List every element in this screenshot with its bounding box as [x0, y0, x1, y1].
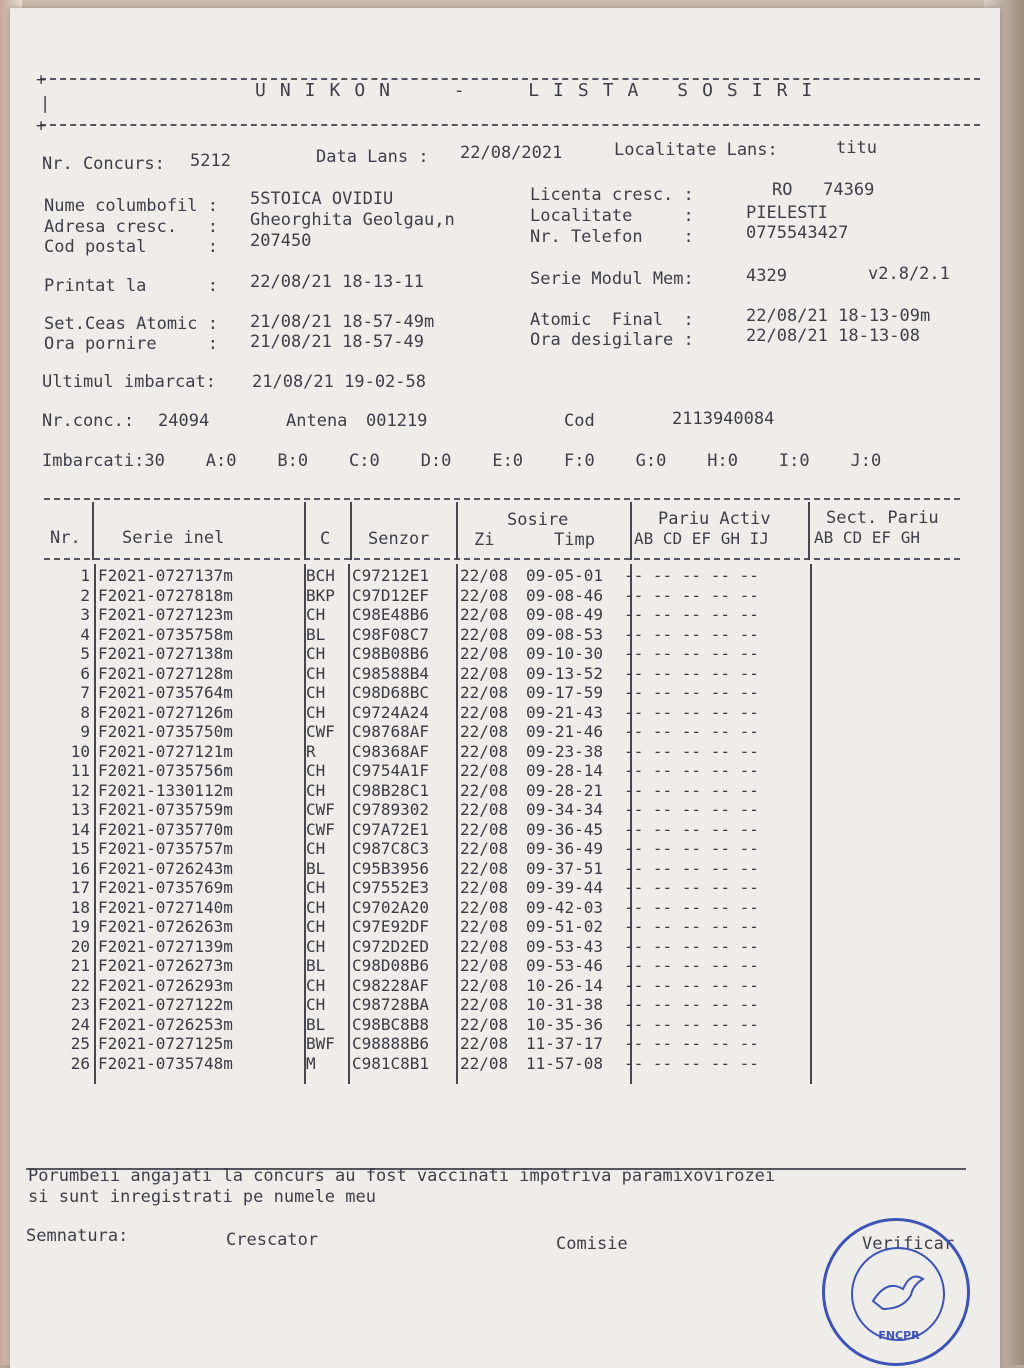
dove-icon [853, 1249, 939, 1335]
row-ring-id: F2021-0727122m [98, 995, 233, 1014]
row-nr: 6 [80, 663, 90, 683]
row-time: 09-08-49 [526, 605, 604, 624]
row-day: 22/08 [460, 858, 509, 878]
row-time: 09-05-01 [526, 566, 604, 585]
cod-postal-label: Cod postal : [44, 237, 218, 257]
col-header-pariu-activ: Pariu Activ [658, 509, 771, 529]
row-day: 22/08 [460, 800, 509, 819]
row-color: BL [306, 858, 326, 878]
table-row [46, 566, 798, 586]
printed-sheet [10, 8, 1000, 1368]
row-color: CH [306, 936, 326, 956]
table-row [46, 625, 798, 645]
row-sensor: C97E92DF [352, 917, 430, 936]
table-row [46, 644, 798, 664]
table-row [46, 976, 798, 996]
declaration-line-1: Porumbeii angajati la concurs au fost vaccinati impotriva paramixovirozei [28, 1166, 776, 1186]
row-bet: -- -- -- -- -- [624, 722, 759, 741]
row-sensor: C98B08B6 [352, 644, 430, 663]
row-day: 22/08 [460, 761, 509, 780]
row-time: 10-31-38 [526, 995, 604, 1014]
row-time: 09-28-21 [526, 780, 604, 800]
row-color: CH [306, 663, 326, 683]
row-sensor: C97D12EF [352, 585, 430, 605]
row-sensor: C98728BA [352, 995, 430, 1014]
row-bet: -- -- -- -- -- [624, 956, 759, 975]
row-nr: 3 [80, 605, 90, 624]
row-day: 22/08 [460, 1014, 509, 1034]
printat-value: 22/08/21 18-13-11 [250, 272, 424, 292]
table-row [46, 820, 798, 840]
adresa-label: Adresa cresc. : [44, 217, 218, 237]
ora-desigilare-value: 22/08/21 18-13-08 [746, 326, 920, 346]
comisie-label: Comisie [556, 1234, 628, 1254]
cod-label: Cod [564, 411, 595, 431]
cod-value: 2113940084 [672, 409, 775, 429]
row-color: CH [306, 702, 326, 722]
row-color: CWF [306, 722, 335, 741]
row-color: CH [306, 897, 326, 917]
stamp-label: FNCPR [878, 1329, 920, 1342]
row-time: 09-53-46 [526, 956, 604, 975]
header-divider [350, 502, 352, 560]
row-day: 22/08 [460, 683, 509, 702]
col-header-nr: Nr. [50, 528, 81, 548]
stamp-inner-ring [851, 1247, 945, 1341]
row-sensor: C9724A24 [352, 702, 430, 722]
row-time: 11-57-08 [526, 1053, 604, 1073]
table-row [46, 1034, 798, 1054]
row-sensor: C98228AF [352, 975, 430, 995]
row-nr: 4 [80, 624, 90, 644]
row-day: 22/08 [460, 936, 509, 956]
title-corner: + [36, 116, 47, 136]
header-divider [456, 502, 458, 560]
row-bet: -- -- -- -- -- [624, 995, 759, 1014]
row-time: 09-42-03 [526, 897, 604, 917]
row-ring-id: F2021-0727139m [98, 936, 233, 956]
row-nr: 12 [70, 780, 90, 800]
row-nr: 24 [70, 1014, 90, 1034]
nume-value: 5STOICA OVIDIU [250, 189, 394, 209]
row-time: 09-21-46 [526, 722, 604, 741]
row-time: 09-28-14 [526, 761, 604, 780]
data-lans-value: 22/08/2021 [460, 143, 563, 163]
row-day: 22/08 [460, 956, 509, 975]
row-day: 22/08 [460, 878, 509, 897]
table-row [46, 1015, 798, 1035]
declaration-line-2: si sunt inregistrati pe numele meu [28, 1187, 376, 1207]
row-day: 22/08 [460, 605, 509, 624]
row-time: 10-26-14 [526, 975, 604, 995]
row-ring-id: F2021-0735756m [98, 761, 233, 780]
table-top-rule [44, 498, 960, 500]
row-ring-id: F2021-0735759m [98, 800, 233, 819]
row-bet: -- -- -- -- -- [624, 936, 759, 956]
column-divider [810, 564, 812, 1084]
row-nr: 14 [70, 819, 90, 839]
row-time: 09-08-53 [526, 624, 604, 644]
row-nr: 7 [80, 683, 90, 702]
row-color: CWF [306, 800, 335, 819]
row-time: 09-13-52 [526, 663, 604, 683]
row-time: 09-08-46 [526, 585, 604, 605]
row-nr: 23 [70, 995, 90, 1014]
row-time: 09-39-44 [526, 878, 604, 897]
row-time: 09-51-02 [526, 917, 604, 936]
nr-conc-label: Nr.conc.: [42, 411, 135, 431]
row-color: CH [306, 917, 326, 936]
row-ring-id: F2021-0727125m [98, 1034, 233, 1053]
row-day: 22/08 [460, 897, 509, 917]
row-nr: 2 [80, 585, 90, 605]
row-color: M [306, 1053, 316, 1073]
row-sensor: C981C8B1 [352, 1053, 430, 1073]
header-divider [630, 502, 632, 560]
ora-pornire-value: 21/08/21 18-57-49 [250, 332, 424, 352]
row-color: CH [306, 605, 326, 624]
row-ring-id: F2021-0727138m [98, 644, 233, 663]
table-row [46, 586, 798, 606]
nr-concurs-value: 5212 [190, 151, 231, 171]
row-sensor: C9754A1F [352, 761, 430, 780]
row-color: R [306, 741, 316, 761]
version-value: v2.8/2.1 [868, 264, 950, 284]
row-bet: -- -- -- -- -- [624, 741, 759, 761]
row-nr: 17 [70, 878, 90, 897]
licenta-label: Licenta cresc. : [530, 185, 694, 205]
row-time: 09-23-38 [526, 741, 604, 761]
row-ring-id: F2021-0727128m [98, 663, 233, 683]
row-ring-id: F2021-0726263m [98, 917, 233, 936]
row-sensor: C98588B4 [352, 663, 430, 683]
row-color: BKP [306, 585, 335, 605]
association-stamp [822, 1218, 970, 1366]
row-time: 09-21-43 [526, 702, 604, 722]
row-bet: -- -- -- -- -- [624, 975, 759, 995]
row-color: CH [306, 995, 326, 1014]
row-nr: 9 [80, 722, 90, 741]
ultimul-value: 21/08/21 19-02-58 [252, 372, 426, 392]
row-time: 09-36-49 [526, 839, 604, 858]
localitate-lans-label: Localitate Lans: [614, 140, 778, 160]
row-bet: -- -- -- -- -- [624, 585, 759, 605]
title-corner: + [36, 70, 47, 90]
row-sensor: C97212E1 [352, 566, 430, 585]
imbarcati-summary: Imbarcati:30 A:0 B:0 C:0 D:0 E:0 F:0 G:0 H:0 I:0 J:0 [42, 451, 882, 471]
row-ring-id: F2021-0735748m [98, 1053, 233, 1073]
nr-conc-value: 24094 [158, 411, 210, 431]
row-day: 22/08 [460, 839, 509, 858]
row-bet: -- -- -- -- -- [624, 605, 759, 624]
row-color: BL [306, 624, 326, 644]
row-color: CH [306, 975, 326, 995]
row-ring-id: F2021-0735750m [98, 722, 233, 741]
row-sensor: C98E48B6 [352, 605, 430, 624]
row-nr: 1 [80, 566, 90, 585]
row-bet: -- -- -- -- -- [624, 702, 759, 722]
row-time: 09-37-51 [526, 858, 604, 878]
row-day: 22/08 [460, 819, 509, 839]
ora-desigilare-label: Ora desigilare : [530, 330, 694, 350]
arrivals-table [46, 566, 798, 1073]
col-header-sosire: Sosire [507, 510, 569, 530]
row-bet: -- -- -- -- -- [624, 839, 759, 858]
row-day: 22/08 [460, 722, 509, 741]
licenta-value: RO 74369 [772, 180, 875, 200]
table-row [46, 800, 798, 820]
row-sensor: C95B3956 [352, 858, 430, 878]
row-day: 22/08 [460, 975, 509, 995]
row-sensor: C98BC8B8 [352, 1014, 430, 1034]
crescator-label: Crescator [226, 1230, 319, 1250]
localitate-value: PIELESTI [746, 203, 828, 223]
table-row [46, 839, 798, 859]
row-bet: -- -- -- -- -- [624, 858, 759, 878]
col-header-senzor: Senzor [368, 529, 430, 549]
printat-label: Printat la : [44, 276, 218, 296]
table-row [46, 995, 798, 1015]
col-header-sect-pariu: Sect. Pariu [826, 508, 939, 528]
col-header-pariu-cols: AB CD EF GH IJ [634, 529, 769, 548]
cod-postal-value: 207450 [250, 231, 312, 251]
row-time: 09-17-59 [526, 683, 604, 702]
row-ring-id: F2021-1330112m [98, 780, 233, 800]
row-color: CWF [306, 819, 335, 839]
row-nr: 10 [70, 741, 90, 761]
table-row [46, 1054, 798, 1074]
table-row [46, 878, 798, 898]
table-row [46, 937, 798, 957]
row-bet: -- -- -- -- -- [624, 761, 759, 780]
row-nr: 11 [70, 761, 90, 780]
header-divider [92, 502, 94, 560]
row-ring-id: F2021-0735769m [98, 878, 233, 897]
table-row [46, 742, 798, 762]
row-nr: 20 [70, 936, 90, 956]
row-sensor: C98888B6 [352, 1034, 430, 1053]
table-row [46, 703, 798, 723]
table-row [46, 898, 798, 918]
row-day: 22/08 [460, 780, 509, 800]
row-bet: -- -- -- -- -- [624, 780, 759, 800]
row-sensor: C97A72E1 [352, 819, 430, 839]
row-nr: 16 [70, 858, 90, 878]
localitate-lans-value: titu [836, 138, 877, 158]
row-bet: -- -- -- -- -- [624, 663, 759, 683]
telefon-value: 0775543427 [746, 223, 849, 243]
row-bet: -- -- -- -- -- [624, 800, 759, 819]
row-sensor: C97552E3 [352, 878, 430, 897]
page-title: UNIKON - LISTA SOSIRI [255, 80, 827, 101]
table-header-rule [44, 558, 960, 560]
data-lans-label: Data Lans : [316, 147, 429, 167]
nume-label: Nume columbofil : [44, 196, 218, 216]
row-bet: -- -- -- -- -- [624, 624, 759, 644]
col-header-serie-inel: Serie inel [122, 528, 225, 548]
row-sensor: C987C8C3 [352, 839, 430, 858]
row-bet: -- -- -- -- -- [624, 1014, 759, 1034]
table-row [46, 781, 798, 801]
row-color: BWF [306, 1034, 335, 1053]
row-ring-id: F2021-0735770m [98, 819, 233, 839]
row-ring-id: F2021-0727126m [98, 702, 233, 722]
table-row [46, 956, 798, 976]
row-day: 22/08 [460, 566, 509, 585]
row-nr: 19 [70, 917, 90, 936]
row-bet: -- -- -- -- -- [624, 917, 759, 936]
table-row [46, 664, 798, 684]
row-day: 22/08 [460, 644, 509, 663]
row-day: 22/08 [460, 702, 509, 722]
row-time: 11-37-17 [526, 1034, 604, 1053]
row-ring-id: F2021-0726253m [98, 1014, 233, 1034]
localitate-label: Localitate : [530, 206, 694, 226]
telefon-label: Nr. Telefon : [530, 227, 694, 247]
verificator-label: Verificar [862, 1234, 955, 1254]
header-divider [808, 502, 810, 560]
row-ring-id: F2021-0727818m [98, 585, 233, 605]
row-day: 22/08 [460, 917, 509, 936]
row-time: 10-35-36 [526, 1014, 604, 1034]
adresa-value: Gheorghita Geolgau,n [250, 210, 455, 230]
row-day: 22/08 [460, 585, 509, 605]
row-bet: -- -- -- -- -- [624, 1034, 759, 1053]
row-nr: 22 [70, 975, 90, 995]
row-nr: 25 [70, 1034, 90, 1053]
row-bet: -- -- -- -- -- [624, 897, 759, 917]
serie-modul-value: 4329 [746, 266, 787, 286]
row-time: 09-36-45 [526, 819, 604, 839]
set-ceas-label: Set.Ceas Atomic : [44, 314, 218, 334]
serie-modul-label: Serie Modul Mem: [530, 269, 694, 289]
antena-label: Antena [286, 411, 348, 431]
row-day: 22/08 [460, 663, 509, 683]
row-color: CH [306, 761, 326, 780]
signature-label: Semnatura: [26, 1226, 129, 1246]
col-header-timp: Timp [554, 530, 595, 550]
title-bottom-rule [40, 124, 980, 126]
row-color: CH [306, 644, 326, 663]
row-color: CH [306, 683, 326, 702]
row-color: CH [306, 878, 326, 897]
row-ring-id: F2021-0735764m [98, 683, 233, 702]
row-sensor: C9702A20 [352, 897, 430, 917]
row-time: 09-34-34 [526, 800, 604, 819]
row-sensor: C98F08C7 [352, 624, 430, 644]
row-color: CH [306, 780, 326, 800]
row-sensor: C9789302 [352, 800, 430, 819]
row-sensor: C98B28C1 [352, 780, 430, 800]
row-sensor: C98768AF [352, 722, 430, 741]
row-ring-id: F2021-0727123m [98, 605, 233, 624]
row-ring-id: F2021-0727121m [98, 741, 233, 761]
row-nr: 8 [80, 702, 90, 722]
row-nr: 5 [80, 644, 90, 663]
row-sensor: C98368AF [352, 741, 430, 761]
row-ring-id: F2021-0735758m [98, 624, 233, 644]
antena-value: 001219 [366, 411, 428, 431]
title-left-bar: | [40, 94, 51, 114]
row-color: CH [306, 839, 326, 858]
table-row [46, 859, 798, 879]
row-bet: -- -- -- -- -- [624, 644, 759, 663]
row-sensor: C98D08B6 [352, 956, 430, 975]
row-day: 22/08 [460, 1053, 509, 1073]
atomic-final-label: Atomic Final : [530, 310, 694, 330]
row-color: BCH [306, 566, 335, 585]
row-ring-id: F2021-0726243m [98, 858, 233, 878]
col-header-sect-cols: AB CD EF GH [814, 528, 920, 547]
table-row [46, 605, 798, 625]
row-ring-id: F2021-0726293m [98, 975, 233, 995]
row-bet: -- -- -- -- -- [624, 566, 759, 585]
set-ceas-value: 21/08/21 18-57-49m [250, 312, 435, 332]
row-sensor: C972D2ED [352, 936, 430, 956]
row-nr: 13 [70, 800, 90, 819]
atomic-final-value: 22/08/21 18-13-09m [746, 306, 931, 326]
row-nr: 15 [70, 839, 90, 858]
table-row [46, 683, 798, 703]
row-nr: 21 [70, 956, 90, 975]
row-bet: -- -- -- -- -- [624, 683, 759, 702]
row-ring-id: F2021-0727140m [98, 897, 233, 917]
col-header-zi: Zi [474, 530, 495, 550]
nr-concurs-label: Nr. Concurs: [42, 154, 165, 174]
row-ring-id: F2021-0735757m [98, 839, 233, 858]
row-bet: -- -- -- -- -- [624, 878, 759, 897]
row-bet: -- -- -- -- -- [624, 819, 759, 839]
row-color: BL [306, 1014, 326, 1034]
table-row [46, 761, 798, 781]
row-color: BL [306, 956, 326, 975]
ultimul-label: Ultimul imbarcat: [42, 372, 216, 392]
row-ring-id: F2021-0727137m [98, 566, 233, 585]
row-day: 22/08 [460, 741, 509, 761]
col-header-c: C [320, 529, 331, 549]
row-ring-id: F2021-0726273m [98, 956, 233, 975]
row-bet: -- -- -- -- -- [624, 1053, 759, 1073]
row-time: 09-53-43 [526, 936, 604, 956]
header-divider [304, 502, 306, 560]
row-nr: 18 [70, 897, 90, 917]
row-day: 22/08 [460, 624, 509, 644]
row-day: 22/08 [460, 995, 509, 1014]
table-row [46, 917, 798, 937]
table-row [46, 722, 798, 742]
row-nr: 26 [70, 1053, 90, 1073]
row-time: 09-10-30 [526, 644, 604, 663]
ora-pornire-label: Ora pornire : [44, 334, 218, 354]
row-sensor: C98D68BC [352, 683, 430, 702]
row-day: 22/08 [460, 1034, 509, 1053]
